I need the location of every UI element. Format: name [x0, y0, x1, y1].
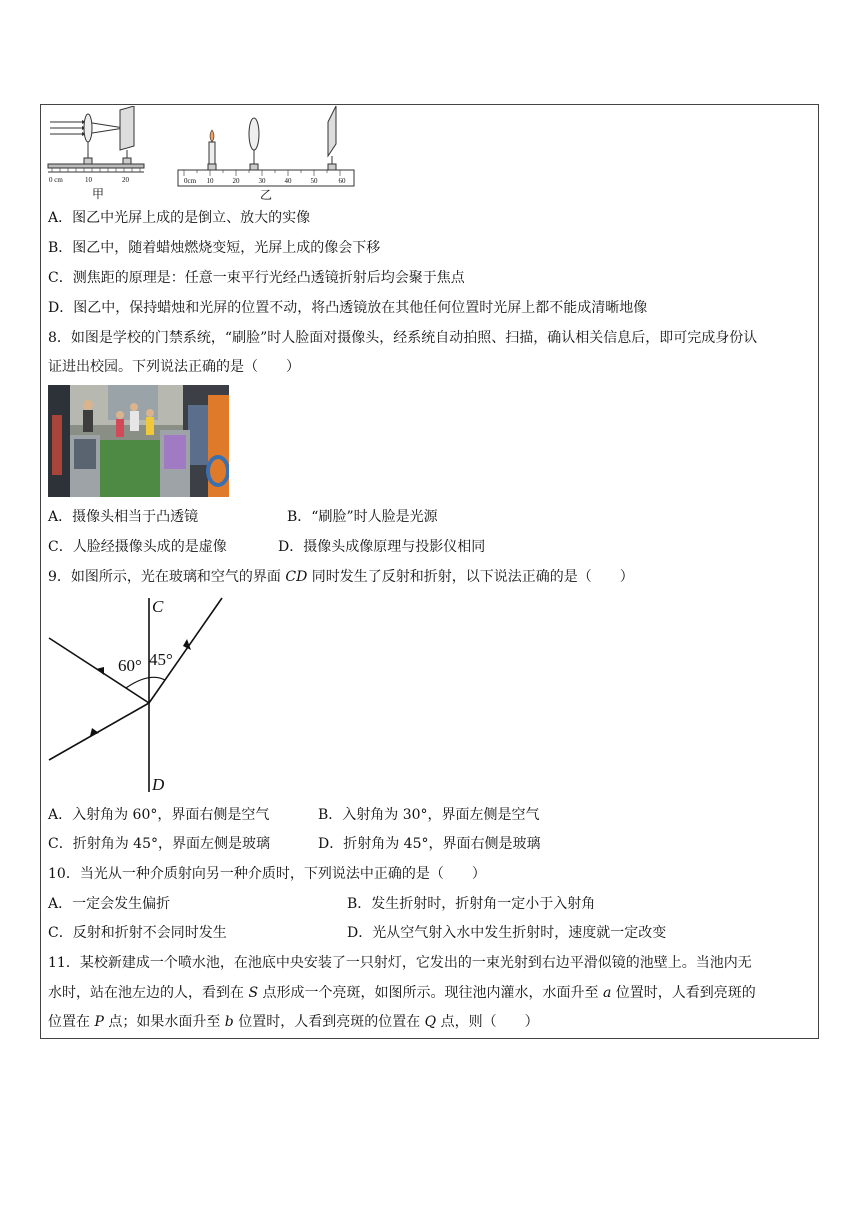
jia-tick-20: 20	[122, 176, 129, 184]
figure-yi-optical-bench	[174, 104, 358, 202]
q10-option-c: C．反射和折射不会同时发生	[48, 925, 227, 941]
q9-option-c: C．折射角为 45°，界面左侧是玻璃	[48, 836, 270, 852]
yi-tick-60: 60	[338, 177, 346, 185]
q11-l2-b: 点形成一个亮斑，如图所示。现往池内灌水，水面升至	[258, 985, 603, 1001]
q11-var-b: b	[224, 1014, 234, 1030]
q7-option-c: C．测焦距的原理是：任意一束平行光经凸透镜折射后均会聚于焦点	[48, 270, 465, 286]
face-recognition-gate-photo	[48, 385, 229, 497]
q9-stem-var: CD	[285, 569, 308, 585]
q11-var-a: a	[602, 985, 612, 1001]
q11-l3-d: 点，则（ ）	[436, 1014, 539, 1030]
q11-stem-line1: 11．某校新建成一个喷水池，在池底中央安装了一只射灯，它发出的一束光射到右边平滑似镜的池壁上。当池内无	[48, 955, 752, 971]
q11-stem-line3	[48, 1012, 539, 1032]
q10-option-b: B．发生折射时，折射角一定小于入射角	[347, 896, 596, 912]
q8-stem-line1: 8．如图是学校的门禁系统，“刷脸”时人脸面对摄像头，经系统自动拍照、扫描，确认相关信息后，即可完成身份认	[48, 330, 758, 346]
yi-tick-0: 0cm	[184, 177, 197, 185]
q9-option-b: B．入射角为 30°，界面左侧是空气	[318, 807, 540, 823]
q11-var-q: Q	[424, 1014, 437, 1030]
q8-option-d: D．摄像头成像原理与投影仪相同	[278, 539, 486, 555]
q9-option-a: A．入射角为 60°，界面右侧是空气	[48, 807, 270, 823]
q9-stem-pre: 9．如图所示，光在玻璃和空气的界面	[48, 569, 286, 585]
q8-option-a: A．摄像头相当于凸透镜	[48, 509, 199, 525]
q11-var-s: S	[248, 985, 259, 1001]
label-d: D	[152, 775, 165, 794]
q8-option-c: C．人脸经摄像头成的是虚像	[48, 539, 227, 555]
q10-stem: 10．当光从一种介质射向另一种介质时，下列说法中正确的是（ ）	[48, 866, 486, 882]
q10-option-d: D．光从空气射入水中发生折射时，速度就一定改变	[347, 925, 667, 941]
q11-l2-a: 水时，站在池左边的人，看到在	[48, 985, 249, 1001]
q11-l3-c: 位置时，人看到亮斑的位置在	[233, 1014, 425, 1030]
q11-l3-b: 点；如果水面升至	[103, 1014, 225, 1030]
q11-stem-line2	[48, 983, 756, 1003]
yi-tick-10: 10	[206, 177, 214, 185]
q10-option-a: A．一定会发生偏折	[48, 896, 171, 912]
jia-tick-0: 0 cm	[49, 176, 63, 184]
yi-tick-40: 40	[284, 177, 292, 185]
label-c: C	[152, 597, 164, 616]
reflection-refraction-diagram	[46, 594, 236, 796]
q8-option-b: B．“刷脸”时人脸是光源	[287, 509, 438, 525]
q9-stem	[48, 567, 634, 587]
angle-60: 60°	[118, 656, 142, 675]
q11-l3-a: 位置在	[48, 1014, 95, 1030]
yi-tick-30: 30	[258, 177, 266, 185]
q11-var-p: P	[94, 1014, 104, 1030]
q7-option-d: D．图乙中，保持蜡烛和光屏的位置不动，将凸透镜放在其他任何位置时光屏上都不能成清晰地像	[48, 300, 648, 316]
jia-tick-10: 10	[85, 176, 92, 184]
yi-tick-20: 20	[232, 177, 240, 185]
angle-45: 45°	[149, 650, 173, 669]
q8-stem-line2: 证进出校园。下列说法正确的是（ ）	[48, 359, 300, 375]
yi-label: 乙	[259, 188, 273, 202]
q9-stem-post: 同时发生了反射和折射，以下说法正确的是（ ）	[307, 569, 634, 585]
figure-jia-focal-length	[46, 106, 148, 202]
q11-l2-c: 位置时，人看到亮斑的	[611, 985, 756, 1001]
jia-label: 甲	[91, 187, 105, 201]
q9-option-d: D．折射角为 45°，界面右侧是玻璃	[318, 836, 541, 852]
yi-tick-50: 50	[310, 177, 318, 185]
q7-option-a: A．图乙中光屏上成的是倒立、放大的实像	[48, 210, 311, 226]
q7-option-b: B．图乙中，随着蜡烛燃烧变短，光屏上成的像会下移	[48, 240, 381, 256]
